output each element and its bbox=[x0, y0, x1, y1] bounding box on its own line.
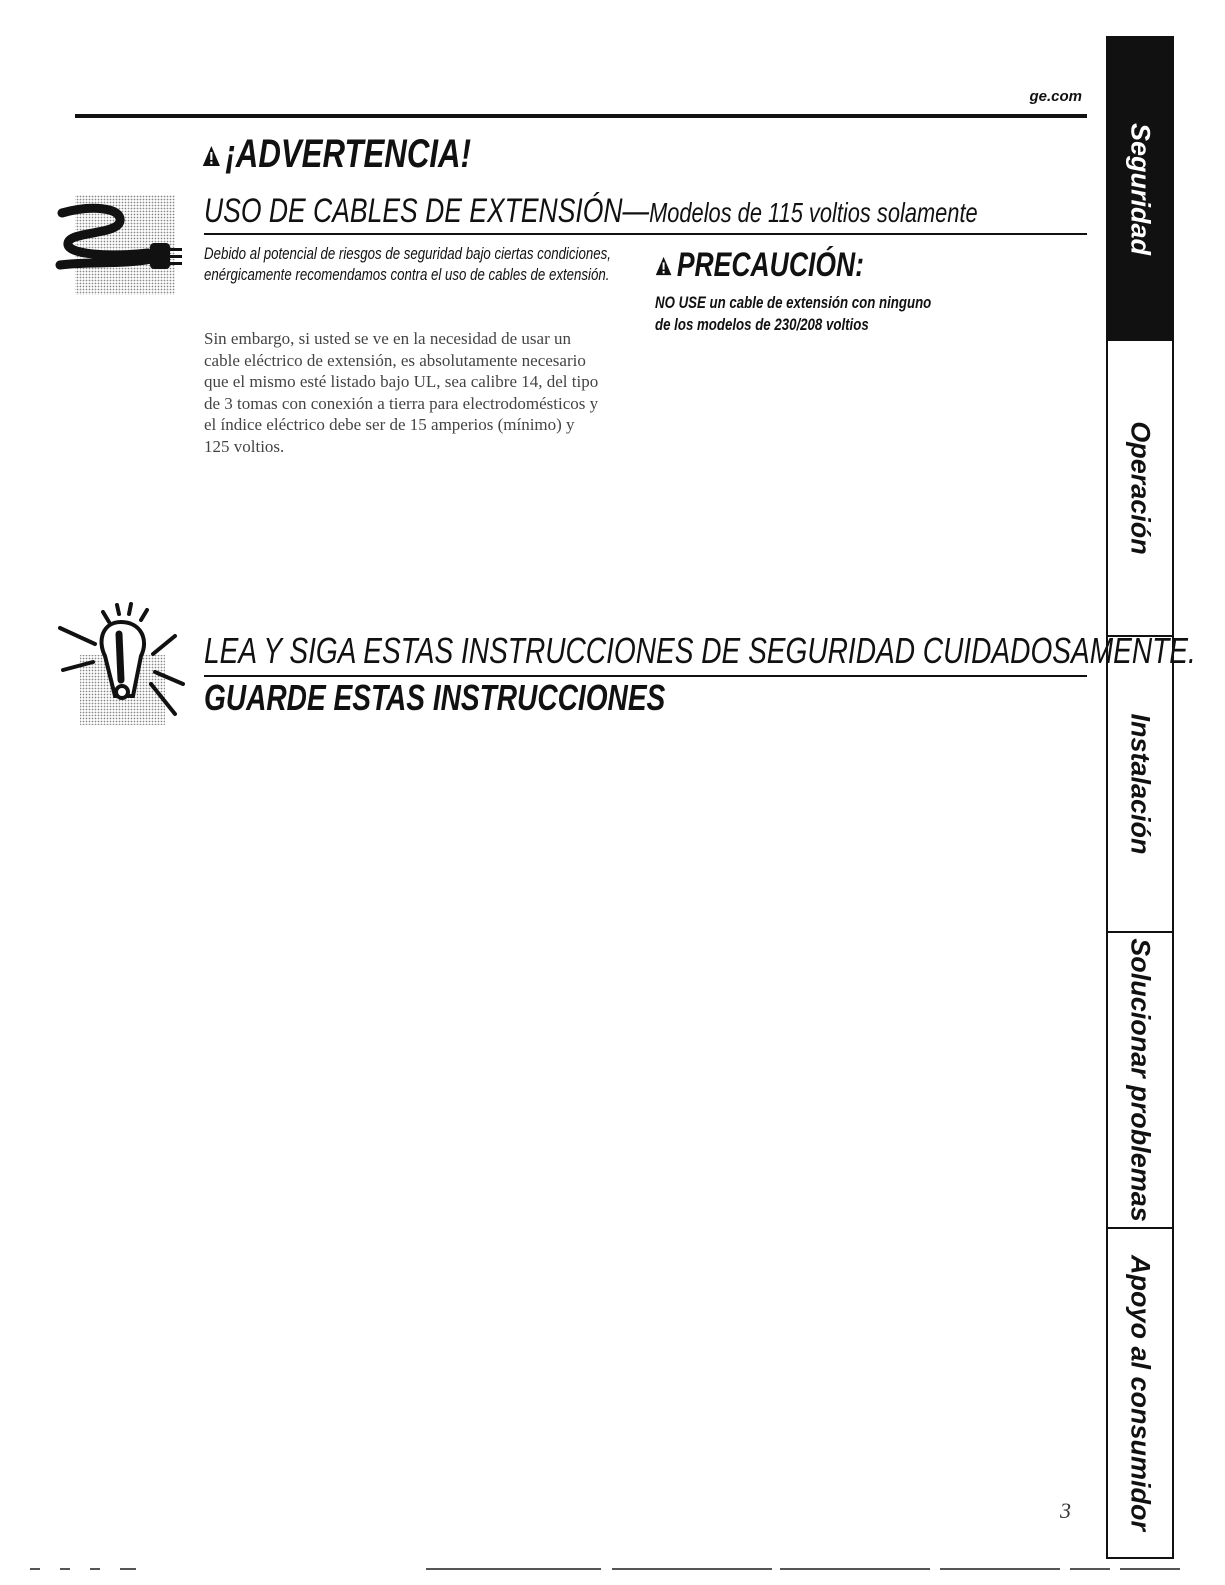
exclamation-bulb-icon bbox=[55, 600, 190, 725]
warning-triangle-icon bbox=[202, 145, 221, 167]
caution-line-1: NO USE un cable de extensión con ninguno bbox=[655, 293, 932, 312]
section-heading: USO DE CABLES DE EXTENSIÓN bbox=[204, 192, 623, 230]
tab-solucionar-problemas[interactable] bbox=[1108, 933, 1172, 1229]
caution-triangle-icon bbox=[655, 256, 672, 276]
caution-heading bbox=[655, 246, 923, 285]
tab-label: Seguridad bbox=[1125, 122, 1156, 255]
section-subheading: Modelos de 115 voltios solamente bbox=[649, 197, 978, 228]
tab-instalacion[interactable] bbox=[1108, 637, 1172, 933]
extension-cord-icon bbox=[40, 195, 190, 305]
page-number: 3 bbox=[1060, 1498, 1071, 1523]
caution-text bbox=[655, 292, 1175, 336]
tab-label: Apoyo al consumidor bbox=[1125, 1254, 1156, 1532]
extension-cord-heading bbox=[204, 192, 1196, 231]
site-url: ge.com bbox=[1029, 88, 1082, 105]
tab-label: Instalación bbox=[1125, 713, 1156, 855]
top-divider bbox=[75, 114, 1087, 118]
tab-apoyo-al-consumidor[interactable] bbox=[1108, 1229, 1172, 1557]
section-tabs bbox=[1106, 36, 1174, 1559]
read-instructions-heading: LEA Y SIGA ESTAS INSTRUCCIONES DE SEGURIDAD CUIDADOSAMENTE. bbox=[204, 630, 1196, 671]
caution-line-2: de los modelos de 230/208 voltios bbox=[655, 315, 869, 334]
warning-title: ¡ADVERTENCIA! bbox=[225, 132, 471, 176]
section-divider bbox=[204, 233, 1087, 235]
scan-edge bbox=[0, 1566, 1225, 1585]
tab-label: Operación bbox=[1125, 421, 1156, 555]
caution-title: PRECAUCIÓN: bbox=[676, 246, 864, 284]
tab-label: Solucionar problemas bbox=[1125, 938, 1156, 1222]
tab-seguridad[interactable] bbox=[1108, 38, 1172, 341]
save-instructions-heading: GUARDE ESTAS INSTRUCCIONES bbox=[204, 677, 666, 718]
warning-intro: Debido al potencial de riesgos de seguridad bajo ciertas condiciones, enérgicamente recomendamos contra el uso de cables de extensión. bbox=[204, 244, 611, 284]
warning-heading bbox=[202, 132, 547, 177]
tab-operacion[interactable] bbox=[1108, 341, 1172, 637]
section-dash: — bbox=[622, 192, 650, 230]
warning-body: Sin embargo, si usted se ve en la necesidad de usar un cable eléctrico de extensión, es absolutamente necesario que el mismo esté listado bajo UL, sea calibre 14, del tipo de 3 tomas con conexión a tierra para electrodomésticos y el índice eléctrico debe ser de 15 amperios (mínimo) y 125 voltios. bbox=[204, 329, 599, 456]
